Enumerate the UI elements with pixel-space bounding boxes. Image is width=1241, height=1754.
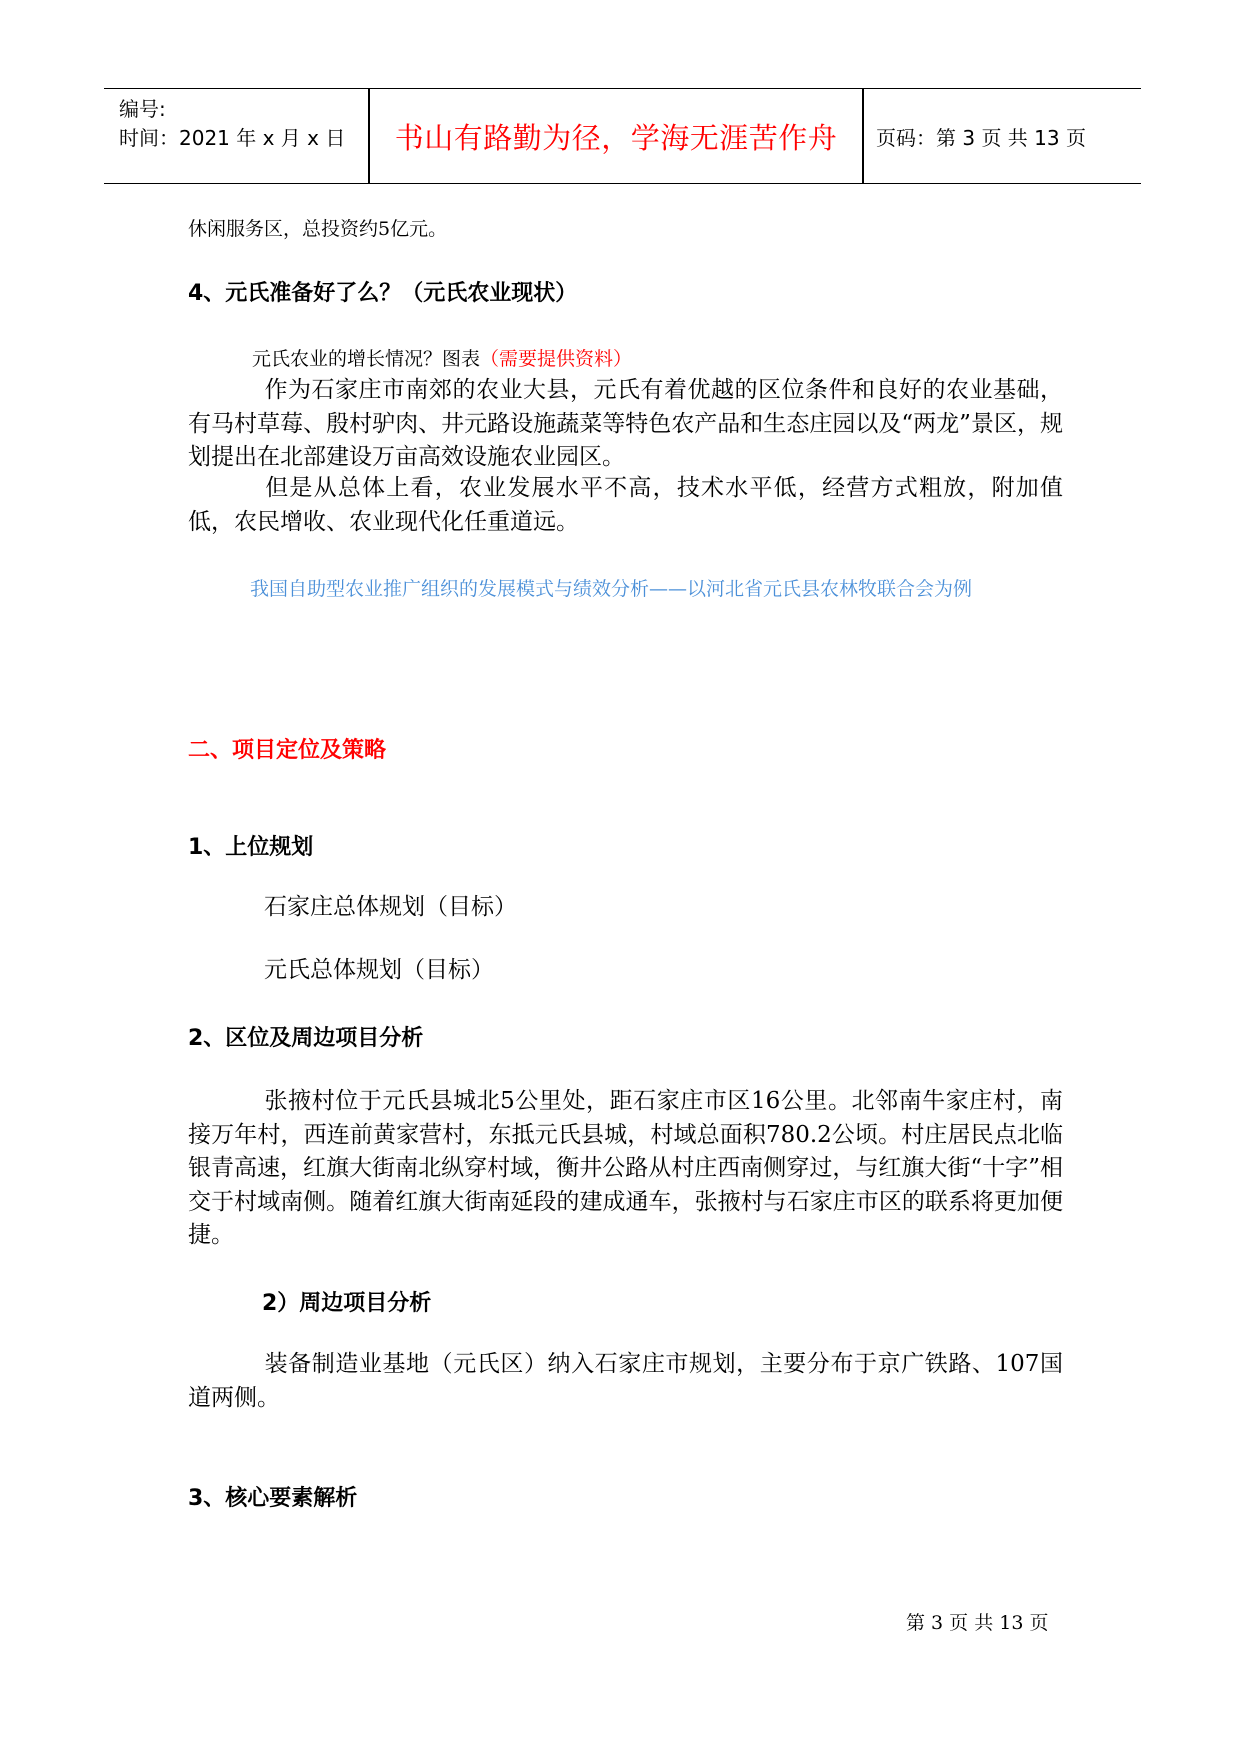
growth-line (252, 344, 632, 371)
subheading-upper-planning: 1、上位规划 (188, 835, 314, 860)
document-number-label: 编号: (119, 97, 166, 121)
paragraph-manufacturing (188, 1348, 1063, 1415)
paragraph-agriculture-text: 作为石家庄市南郊的农业大县，元氏有着优越的区位条件和良好的农业基础，有马村草莓、殷村驴肉、井元路设施蔬菜等特色农产品和生态庄园以及“两龙”景区，规划提出在北部建设万亩高效设施农业园区。 (188, 377, 1063, 470)
page-header (104, 88, 1141, 184)
section-heading-4: 4、元氏准备好了么？（元氏农业现状） (188, 281, 578, 306)
document-time-label: 时间：2021 年 x 月 x 日 (119, 126, 346, 150)
paragraph-location (188, 1085, 1063, 1253)
page-footer: 第 3 页 共 13 页 (906, 1612, 1049, 1634)
reference-link[interactable]: 我国自助型农业推广组织的发展模式与绩效分析——以河北省元氏县农林牧联合会为例 (250, 578, 973, 600)
subheading-core-elements: 3、核心要素解析 (188, 1486, 358, 1511)
plan-item-shijiazhuang: 石家庄总体规划（目标） (264, 894, 517, 920)
paragraph-agriculture (188, 374, 1063, 475)
growth-note: （需要提供资料） (480, 348, 633, 370)
header-motto: 书山有路勤为径，学海无涯苦作舟 (394, 120, 838, 155)
section-heading-2: 二、项目定位及策略 (188, 738, 387, 763)
plan-item-yuanshi: 元氏总体规划（目标） (264, 957, 494, 983)
paragraph-overall-text: 但是从总体上看，农业发展水平不高，技术水平低，经营方式粗放，附加值低，农民增收、农业现代化任重道远。 (188, 475, 1063, 535)
paragraph-overall (188, 472, 1063, 539)
paragraph-manufacturing-text: 装备制造业基地（元氏区）纳入石家庄市规划，主要分布于京广铁路、107国道两侧。 (188, 1351, 1063, 1411)
header-page-number: 页码：第 3 页 共 13 页 (876, 125, 1086, 150)
body-text-line: 休闲服务区，总投资约5亿元。 (188, 218, 448, 240)
subheading-surrounding: 2）周边项目分析 (262, 1291, 432, 1316)
subheading-location: 2、区位及周边项目分析 (188, 1026, 424, 1051)
header-divider-right (862, 89, 864, 183)
header-meta (119, 95, 364, 153)
growth-prefix: 元氏农业的增长情况？图表 (252, 348, 481, 370)
paragraph-location-text: 张掖村位于元氏县城北5公里处，距石家庄市区16公里。北邻南牛家庄村，南接万年村，西连前黄家营村，东抵元氏县城，村域总面积780.2公顷。村庄居民点北临银青高速，红旗大街南北纵穿村域，衡井公路从村庄西南侧穿过，与红旗大街“十字”相交于村域南侧。随着红旗大街南延段的建成通车，张掖村与石家庄市区的联系将更加便捷。 (188, 1088, 1063, 1248)
